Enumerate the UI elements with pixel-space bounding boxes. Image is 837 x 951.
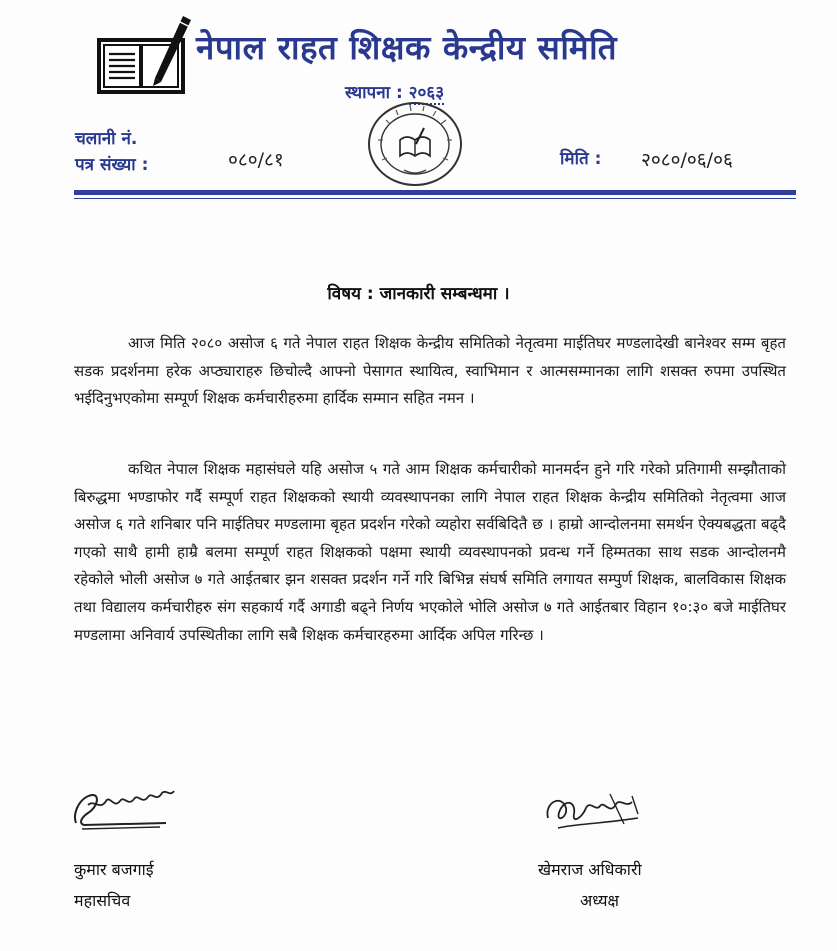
letter-subject: विषय : जानकारी सम्बन्धमा । — [327, 284, 510, 304]
header-divider-thin — [74, 198, 796, 199]
dispatch-number-label: चलानी नं. — [75, 129, 138, 149]
signatory-left-name: कुमार बजगाई — [74, 860, 154, 879]
date-value: २०८०/०६/०६ — [641, 149, 733, 171]
reference-labels — [75, 126, 148, 178]
organization-seal-icon — [366, 100, 464, 188]
signature-left — [70, 783, 178, 833]
signatory-right-name: खेमराज अधिकारी — [538, 860, 642, 879]
header-divider-thick — [74, 190, 796, 195]
book-pen-icon — [95, 12, 195, 98]
letter-paragraph-2: कथित नेपाल शिक्षक महासंघले यहि असोज ५ गते आम शिक्षक कर्मचारीको मानमर्दन हुने गरि गरेको प्रतिगामी सम्झौताको बिरुद्धमा भण्डाफोर गर्दै सम्पूर्ण राहत शिक्षकको स्थायी व्यवस्थापनका लागि नेपाल राहत शिक्षक केन्द्रीय समितिको नेतृत्वमा आज असोज ६ गते शनिबार पनि माईतिघर मण्डलामा बृहत प्रदर्शन गरेको व्यहोरा सर्वबिदितै छ । हाम्रो आन्दोलनमा समर्थन ऐक्यबद्धता बढ्दै गएको साथै हामी हाम्रै बलमा सम्पूर्ण राहत शिक्षकको पक्षमा स्थायी व्यवस्थापनको प्रवन्ध गर्ने हिम्मतका साथ सडक आन्दोलनमै रहेकोले भोली असोज ७ गते आईतबार झन शसक्त प्रदर्शन गर्ने गरि बिभिन्न संघर्ष समिति लगायत सम्पुर्ण शिक्षक, बालविकास शिक्षक तथा विद्यालय कर्मचारीहरु संग सहकार्य गर्दै अगाडी बढ्ने निर्णय भएकोले भोलि असोज ७ गते आईतबार विहान १०:३० बजे माईतिघर मण्डलामा अनिवार्य उपस्थितीका लागि सबै शिक्षक कर्मचारहरुमा आर्दिक अपिल गरिन्छ । — [74, 460, 786, 644]
established-label: स्थापना : — [345, 83, 403, 103]
established-year: २०६३ — [408, 83, 445, 103]
reference-number: ०८०/८१ — [228, 149, 284, 171]
organization-name: नेपाल राहत शिक्षक केन्द्रीय समिति — [196, 28, 618, 67]
signatory-left-title: महासचिव — [74, 891, 131, 910]
signatory-right-title: अध्यक्ष — [580, 891, 619, 910]
letter-number-label: पत्र संख्या : — [75, 155, 149, 175]
letter-paragraph-1: आज मिति २०८० असोज ६ गते नेपाल राहत शिक्षक केन्द्रीय समितिको नेतृत्वमा माईतिघर मण्डलादेखी बानेश्वर सम्म बृहत सडक प्रदर्शनमा हरेक अप्ठ्याराहरु छिचोल्दै आफ्नो पेसागत स्थायित्व, स्वाभिमान र आत्मसम्मानका लागि शसक्त रुपमा उपस्थित भईदिनुभएकोमा सम्पूर्ण शिक्षक कर्मचारीहरुमा हार्दिक सम्मान सहित नमन । — [74, 334, 786, 408]
date-label: मिति : — [560, 149, 602, 169]
signature-right — [540, 788, 650, 838]
